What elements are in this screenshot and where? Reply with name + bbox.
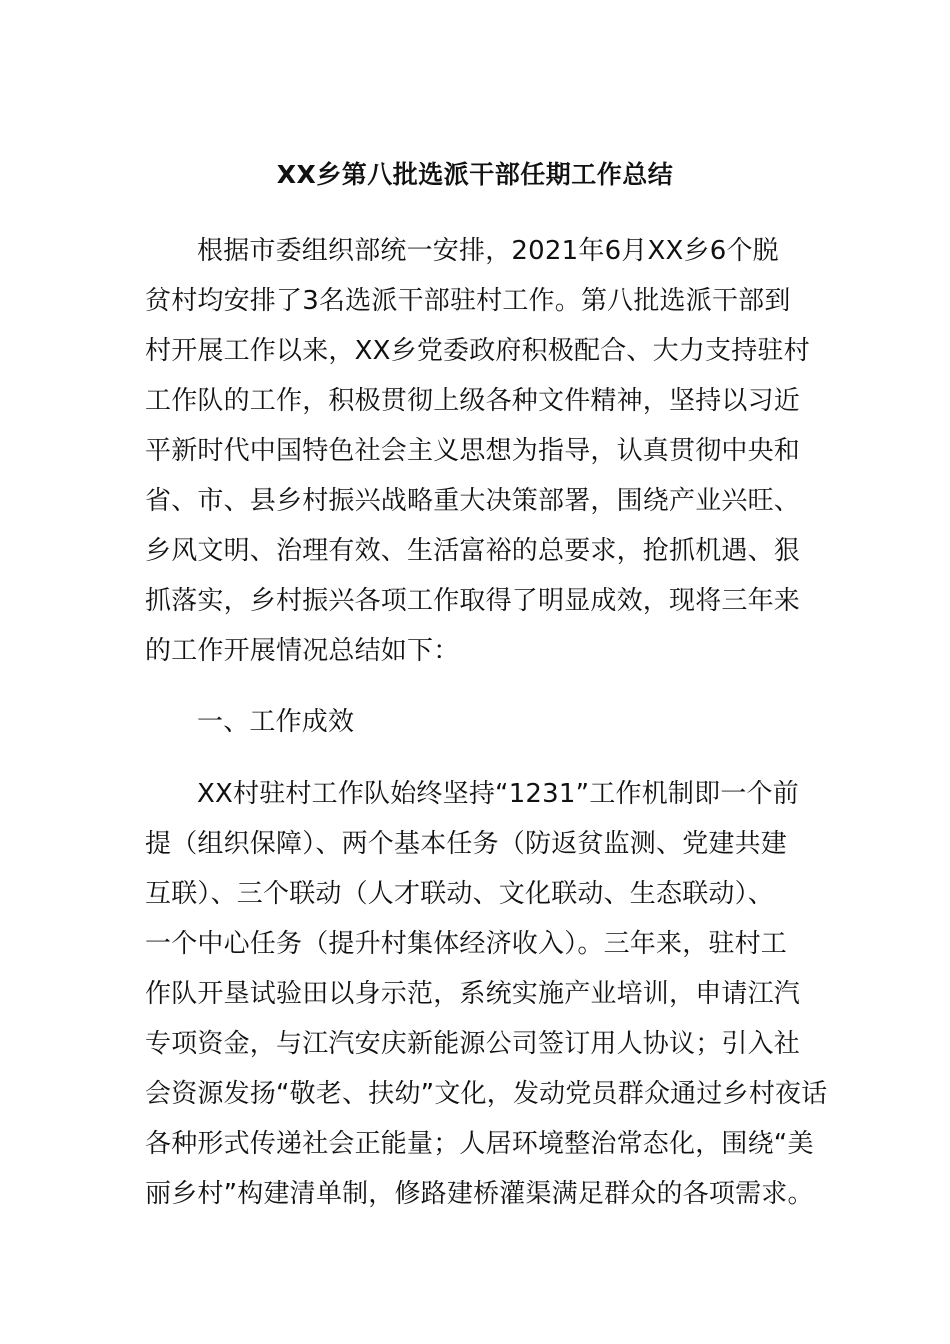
document-title: XX乡第八批选派干部任期工作总结 [276, 160, 674, 189]
paragraph-1-line: 村开展工作以来，XX乡党委政府积极配合、大力支持驻村 [145, 336, 810, 366]
paragraph-1-line: 的工作开展情况总结如下： [145, 636, 460, 666]
paragraph-2-line: 一个中心任务（提升村集体经济收入）。三年来，驻村工 [145, 929, 788, 959]
paragraph-2-line: 会资源发扬“敬老、扶幼”文化，发动党员群众通过乡村夜话 [145, 1079, 828, 1109]
paragraph-2-line: 作队开垦试验田以身示范，系统实施产业培训，申请江汽 [145, 979, 801, 1009]
paragraph-2-line: 丽乡村”构建清单制，修路建桥灌渠满足群众的各项需求。 [145, 1179, 814, 1209]
paragraph-2-line: XX村驻村工作队始终坚持“1231”工作机制即一个前 [197, 779, 799, 809]
paragraph-2-line: 提（组织保障）、两个基本任务（防返贫监测、党建共建 [145, 829, 788, 859]
paragraph-2-line: 专项资金，与江汽安庆新能源公司签订用人协议；引入社 [145, 1029, 801, 1059]
paragraph-1-line: 抓落实，乡村振兴各项工作取得了明显成效，现将三年来 [145, 586, 801, 616]
paragraph-1-line: 省、市、县乡村振兴战略重大决策部署，围绕产业兴旺、 [145, 486, 801, 516]
section-heading: 一、工作成效 [197, 707, 355, 737]
paragraph-2-line: 互联）、三个联动（人才联动、文化联动、生态联动）、 [145, 879, 775, 909]
paragraph-1-line: 工作队的工作，积极贯彻上级各种文件精神，坚持以习近 [145, 386, 801, 416]
paragraph-1-line: 平新时代中国特色社会主义思想为指导，认真贯彻中央和 [145, 436, 801, 466]
paragraph-1-line: 贫村均安排了3名选派干部驻村工作。第八批选派干部到 [145, 286, 791, 316]
paragraph-1-line: 乡风文明、治理有效、生活富裕的总要求，抢抓机遇、狠 [145, 536, 801, 566]
paragraph-2-line: 各种形式传递社会正能量；人居环境整治常态化，围绕“美 [145, 1129, 814, 1159]
paragraph-1-line: 根据市委组织部统一安排，2021年6月XX乡6个脱 [197, 236, 779, 266]
